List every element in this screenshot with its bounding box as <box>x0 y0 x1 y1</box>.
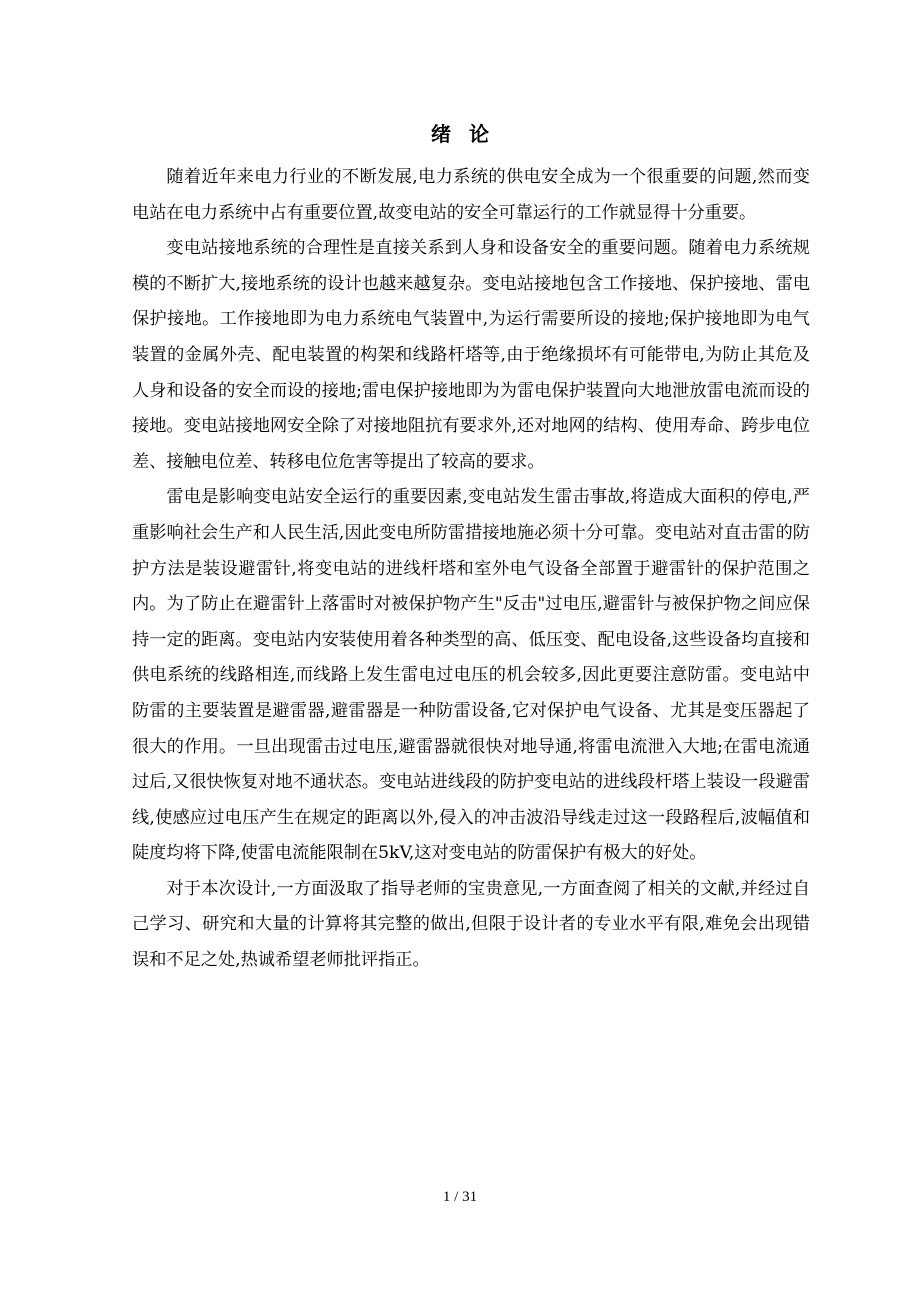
paragraph-intro: 随着近年来电力行业的不断发展,电力系统的供电安全成为一个很重要的问题,然而变电站在电力系统中占有重要位置,故变电站的安全可靠运行的工作就显得十分重要。 <box>132 167 810 223</box>
page-title: 绪论 <box>431 122 507 146</box>
paragraph-grounding: 变电站接地系统的合理性是直接关系到人身和设备安全的重要问题。随着电力系统规模的不断扩大,接地系统的设计也越来越复杂。变电站接地包含工作接地、保护接地、雷电保护接地。工作接地即为电力系统电气装置中,为运行需要所设的接地;保护接地即为电气装置的金属外壳、配电装置的构架和线路杆塔等,由于绝缘损坏有可能带电,为防止其危及人身和设备的安全而设的接地;雷电保护接地即为为雷电保护装置向大地泄放雷电流而设的接地。变电站接地网安全除了对接地阻抗有要求外,还对地网的结构、使用寿命、跨步电位差、接触电位差、转移电位危害等提出了较高的要求。 <box>132 238 810 472</box>
paragraph-lightning: 雷电是影响变电站安全运行的重要因素,变电站发生雷击事故,将造成大面积的停电,严重影响社会生产和人民生活,因此变电所防雷措接地施必须十分可靠。变电站对直击雷的防护方法是装设避雷针,将变电站的进线杆塔和室外电气设备全部置于避雷针的保护范围之内。为了防止在避雷针上落雷时对被保护物产生"反击"过电压,避雷针与被保护物之间应保持一定的距离。变电站内安装使用着各种类型的高、低压变、配电设备,这些设备均直接和供电系统的线路相连,而线路上发生雷电过电压的机会较多,因此更要注意防雷。变电站中防雷的主要装置是避雷器,避雷器是一种防雷设备,它对保护电气设备、尤其是变压器起了很大的作用。一旦出现雷击过电压,避雷器就很快对地导通,将雷电流泄入大地;在雷电流通过后,又很快恢复对地不通状态。变电站进线段的防护变电站的进线段杆塔上装设一段避雷线,使感应过电压产生在规定的距离以外,侵入的冲击波沿导线走过这一段路程后,波幅值和陡度均将下降,使雷电流能限制在5kV,这对变电站的防雷保护有极大的好处。 <box>132 487 810 864</box>
page-number: 1 / 31 <box>442 1189 478 1205</box>
body-text <box>132 160 810 979</box>
paragraph-acknowledgement: 对于本次设计,一方面汲取了指导老师的宝贵意见,一方面查阅了相关的文献,并经过自己学习、研究和大量的计算将其完整的做出,但限于设计者的专业水平有限,难免会出现错误和不足之处,热诚希望老师批评指正。 <box>132 878 810 971</box>
